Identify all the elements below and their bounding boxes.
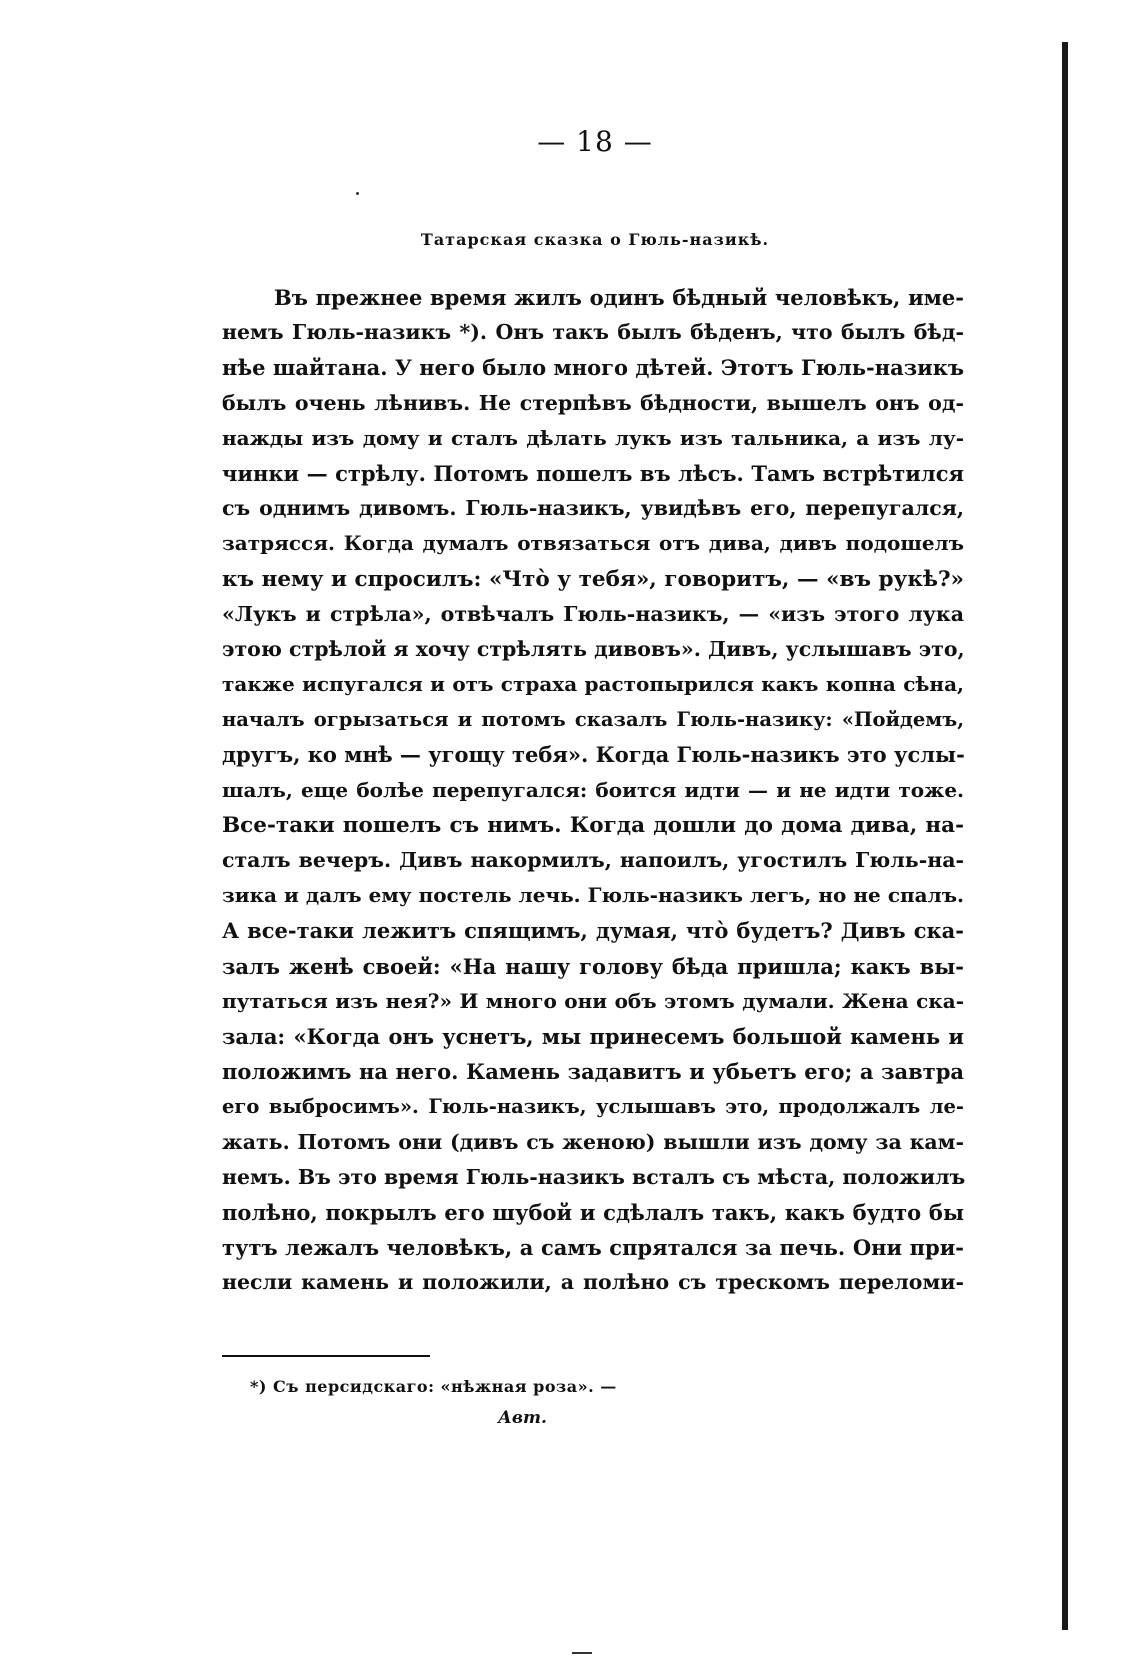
print-speck <box>356 192 359 195</box>
text-line: шалъ, еще болѣе перепугался: боится идти — и не идти тоже. <box>222 777 964 802</box>
text-line: Въ прежнее время жилъ одинъ бѣдный человѣкъ, име- <box>274 285 964 310</box>
text-line: съ однимъ дивомъ. Гюль-назикъ, увидѣвъ его, перепугался, <box>222 496 964 521</box>
text-line: зала: «Когда онъ уснетъ, мы принесемъ большой камень и <box>222 1023 964 1049</box>
text-line: чинки — стрѣлу. Потомъ пошелъ въ лѣсъ. Тамъ встрѣтился <box>222 460 964 486</box>
text-line: жать. Потомъ они (дивъ съ женою) вышли изъ дому за кам- <box>222 1129 964 1154</box>
text-line: А все-таки лежитъ спящимъ, думая, что̀ будетъ? Дивъ ска- <box>222 918 964 944</box>
story-title: Татарская сказка о Гюль-назикѣ. <box>420 230 770 249</box>
text-line: его выбросимъ». Гюль-назикъ, услышавъ это, продолжалъ ле- <box>222 1095 964 1119</box>
story-body <box>222 280 964 1300</box>
text-line: немъ Гюль-назикъ *). Онъ такъ былъ бѣденъ, что былъ бѣд- <box>222 320 964 345</box>
text-line: нажды изъ дому и сталъ дѣлать лукъ изъ тальника, а изъ лу- <box>222 425 964 450</box>
text-line: положимъ на него. Камень задавитъ и убьетъ его; а завтра <box>222 1059 964 1085</box>
text-line: залъ женѣ своей: «На нашу голову бѣда пришла; какъ вы- <box>222 953 964 979</box>
text-line: къ нему и спросилъ: «Что̀ у тебя», говоритъ, — «въ рукѣ?» <box>222 566 964 592</box>
text-line: Все-таки пошелъ съ нимъ. Когда дошли до дома дива, на- <box>222 812 964 838</box>
text-line: также испугался и отъ страха растопырился какъ копна сѣна, <box>222 672 964 697</box>
text-line: этою стрѣлой я хочу стрѣлять дивовъ». Дивъ, услышавъ это, <box>222 636 965 661</box>
text-line: зика и далъ ему постель лечь. Гюль-назикъ легъ, но не спалъ. <box>222 883 964 908</box>
text-line: сталъ вечеръ. Дивъ накормилъ, напоилъ, угостилъ Гюль-на- <box>222 848 964 872</box>
footnote: *) Съ персидскаго: «нѣжная роза». — <box>250 1377 617 1396</box>
text-line: путаться изъ нея?» И много они объ этомъ думали. Жена ска- <box>222 988 964 1013</box>
footnote-signature: Авт. <box>498 1408 547 1428</box>
text-line: затрясся. Когда думалъ отвязаться отъ дива, дивъ подошелъ <box>222 531 964 556</box>
footnote-rule <box>222 1355 430 1357</box>
text-line: тутъ лежалъ человѣкъ, а самъ спрятался за печь. Они при- <box>222 1235 964 1261</box>
print-mark <box>572 1652 592 1654</box>
text-line: нѣе шайтана. У него было много дѣтей. Этотъ Гюль-назикъ <box>222 355 964 381</box>
text-line: другъ, ко мнѣ — угощу тебя». Когда Гюль-назикъ это услы- <box>222 742 965 768</box>
text-line: былъ очень лѣнивъ. Не стерпѣвъ бѣдности, вышелъ онъ од- <box>222 390 964 415</box>
text-line: несли камень и положили, а полѣно съ трескомъ переломи- <box>222 1270 964 1295</box>
text-line: немъ. Въ это время Гюль-назикъ всталъ съ мѣста, положилъ <box>222 1164 966 1189</box>
text-line: «Лукъ и стрѣла», отвѣчалъ Гюль-назикъ, — «изъ этого лука <box>222 601 964 626</box>
page-number: — 18 — <box>537 125 653 158</box>
text-line: полѣно, покрылъ его шубой и сдѣлалъ такъ, какъ будто бы <box>222 1199 964 1225</box>
page-edge-shadow <box>1062 42 1068 1630</box>
text-line: началъ огрызаться и потомъ сказалъ Гюль-назику: «Пойдемъ, <box>222 708 964 732</box>
